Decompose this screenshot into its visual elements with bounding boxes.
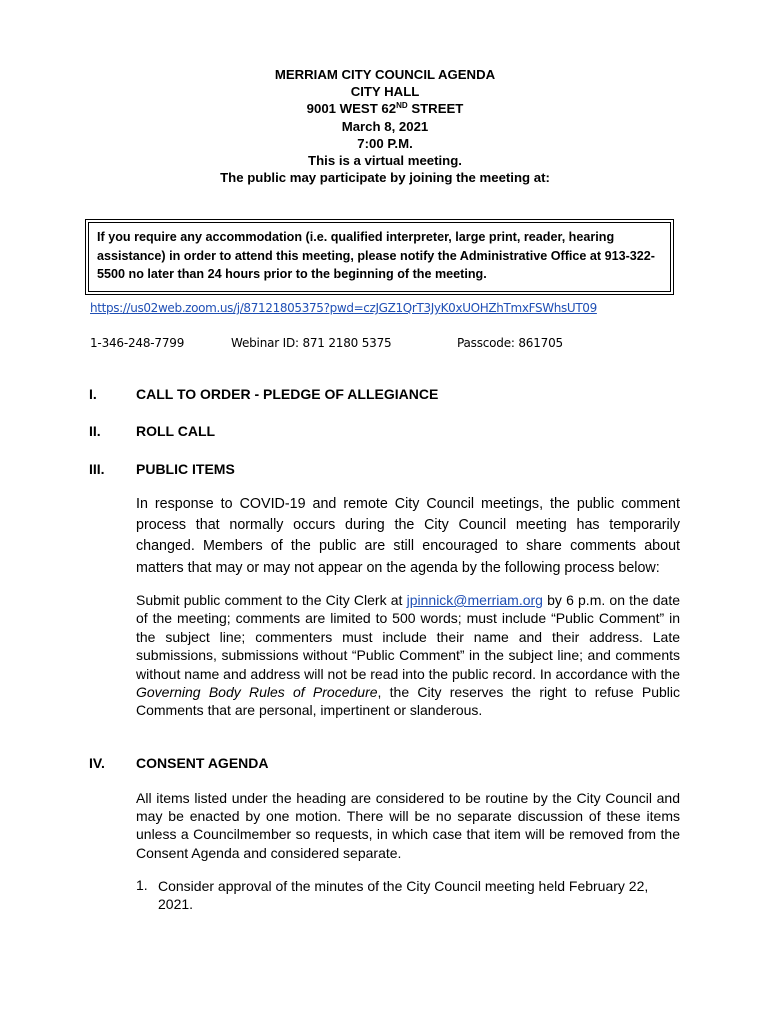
section-title-public-items: PUBLIC ITEMS <box>136 461 235 477</box>
section-number: II. <box>89 423 101 439</box>
agenda-title: MERRIAM CITY COUNCIL AGENDA <box>274 67 496 82</box>
zoom-link[interactable]: https://us02web.zoom.us/j/87121805375?pwd=czJGZ1QrT3JyK0xUOHZhTmxFSWhsUT09 <box>90 301 597 315</box>
accommodation-notice: If you require any accommodation (i.e. qualified interpreter, large print, reader, hearing assistance) in order to attend this meeting, please notify the Administrative Office at 913-322-5500 no later than 24 hours prior to the beginning of the meeting. <box>88 222 671 292</box>
meeting-date: March 8, 2021 <box>341 118 429 134</box>
section-title-consent-agenda: CONSENT AGENDA <box>136 755 269 771</box>
meeting-time: 7:00 P.M. <box>357 135 413 151</box>
virtual-note: This is a virtual meeting. <box>308 153 462 169</box>
section-number: III. <box>89 461 105 477</box>
passcode: Passcode: 861705 <box>457 336 563 350</box>
phone-number: 1-346-248-7799 <box>90 336 185 350</box>
agenda-header <box>0 66 770 186</box>
section-number: IV. <box>89 755 105 771</box>
public-items-paragraph: In response to COVID-19 and remote City Council meetings, the public comment process that normally occurs during the City Council meeting has temporarily changed. Members of the public are still encouraged to share comments about matters that may or may not appear on the agenda by the following process below: <box>136 496 680 576</box>
section-title-call-to-order: CALL TO ORDER - PLEDGE OF ALLEGIANCE <box>136 386 439 402</box>
venue: CITY HALL <box>350 84 420 100</box>
list-item: Consider approval of the minutes of the City Council meeting held February 22, 2021. <box>158 878 649 913</box>
participate-note: The public may participate by joining the meeting at: <box>220 170 550 186</box>
address-number: 9001 WEST 62 <box>306 101 397 117</box>
instructions-text: by 6 p.m. on the date of the meeting; comments are limited to 500 words; must include “Public Comment” in the subject line; commenters must include their name and their address. Late submissions, submissions without “Public Comment” in the subject line; and comments without name and address will not be read into the public record. In accordance with the <box>136 592 681 682</box>
rules-of-procedure: Governing Body Rules of Procedure <box>136 684 378 701</box>
webinar-id: Webinar ID: 871 2180 5375 <box>231 336 392 350</box>
address-street: STREET <box>407 101 464 117</box>
section-title-roll-call: ROLL CALL <box>136 423 216 439</box>
address-ordinal: ND <box>396 101 408 111</box>
consent-agenda-intro: All items listed under the heading are considered to be routine by the City Council and may be enacted by one motion. There will be no separate discussion of these items unless a Councilmember so requests, in which case that item will be removed from the Consent Agenda and considered separate. <box>136 790 680 861</box>
list-item-number: 1. <box>136 877 148 893</box>
clerk-email-link[interactable]: jpinnick@merriam.org <box>406 592 543 608</box>
instructions-text: , the City reserves the right to refuse Public Comments that are personal, impertinent or slanderous. <box>136 684 680 719</box>
public-comment-instructions <box>136 591 680 720</box>
address <box>0 100 770 117</box>
section-number: I. <box>89 386 97 402</box>
instructions-text: Submit public comment to the City Clerk at <box>136 592 407 608</box>
